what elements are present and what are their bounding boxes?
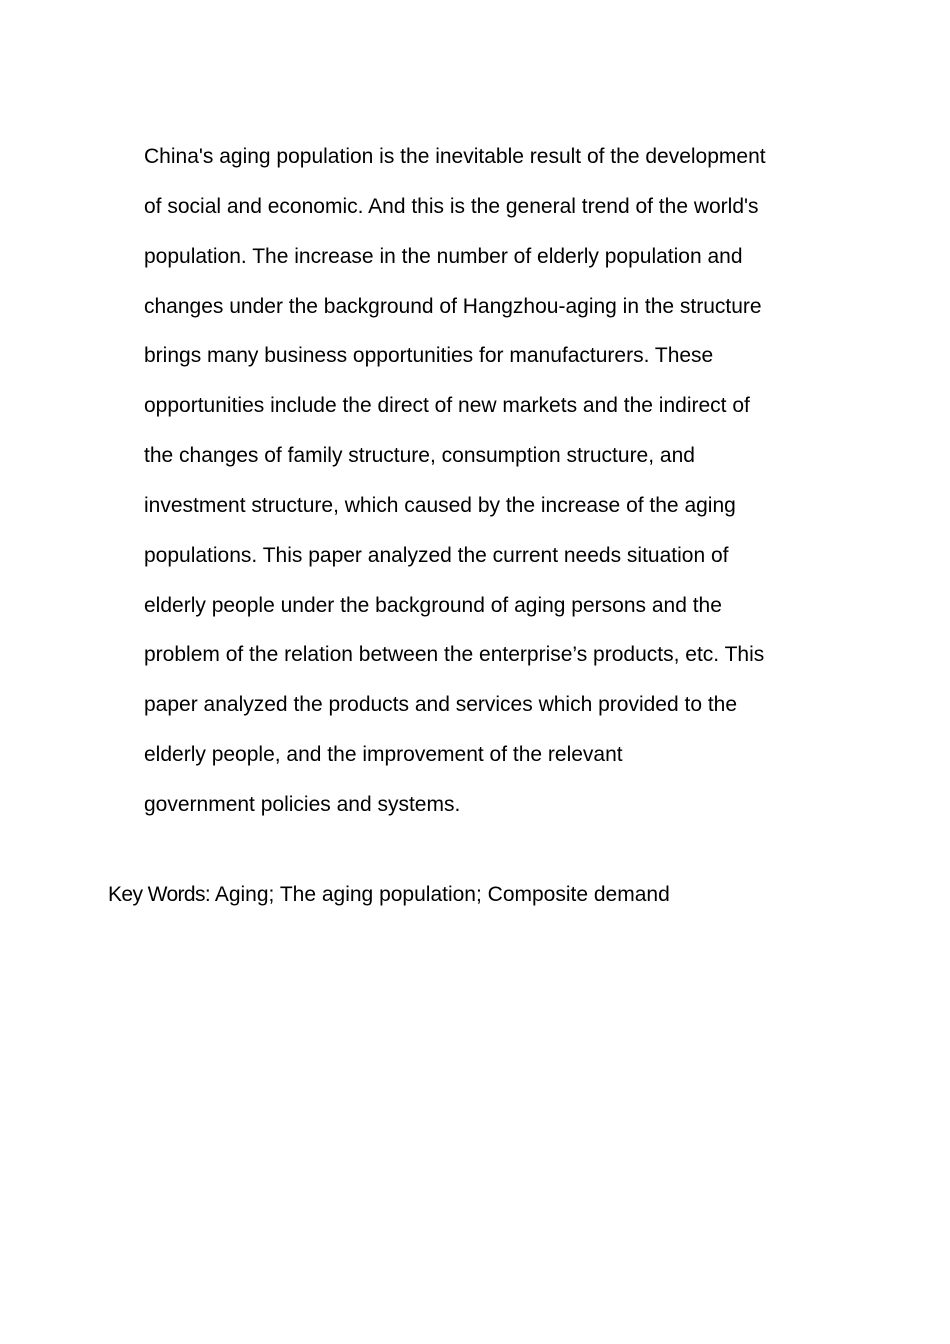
abstract-line: problem of the relation between the enterprise’s products, etc. This — [144, 643, 765, 667]
abstract-line: changes under the background of Hangzhou-aging in the structure — [144, 294, 762, 318]
abstract-line: populations. This paper analyzed the current needs situation of — [144, 543, 729, 567]
abstract-line: investment structure, which caused by the increase of the aging — [144, 493, 736, 517]
abstract-paragraph — [144, 132, 824, 830]
keywords-line — [108, 879, 670, 911]
abstract-line: China's aging population is the inevitable result of the development — [144, 145, 766, 168]
keywords-label: Key Words: — [108, 883, 211, 906]
abstract-line: paper analyzed the products and services which provided to the — [144, 693, 738, 717]
abstract-line: of social and economic. And this is the general trend of the world's — [144, 194, 759, 218]
abstract-line: elderly people, and the improvement of the relevant — [144, 743, 623, 767]
abstract-line: the changes of family structure, consumption structure, and — [144, 444, 695, 468]
abstract-line: brings many business opportunities for manufacturers. These — [144, 344, 714, 368]
abstract-line: elderly people under the background of aging persons and the — [144, 593, 722, 617]
abstract-line: population. The increase in the number of elderly population and — [144, 244, 743, 268]
abstract-line: opportunities include the direct of new markets and the indirect of — [144, 394, 750, 418]
abstract-line: government policies and systems. — [144, 792, 461, 816]
keywords-text: Aging; The aging population; Composite demand — [210, 883, 670, 906]
